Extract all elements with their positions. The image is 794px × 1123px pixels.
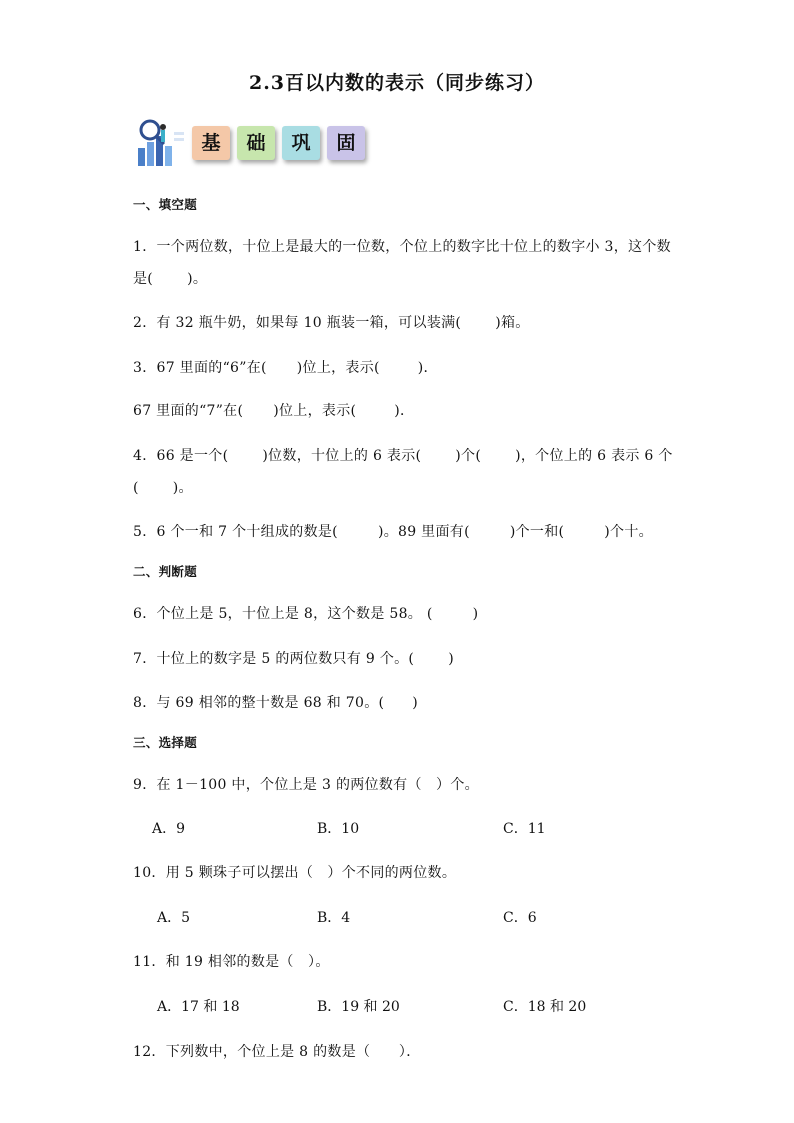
question-1-line-1: 1．一个两位数，十位上是最大的一位数，个位上的数字比十位上的数字小 3，这个数	[133, 239, 671, 255]
q2-text-b: )箱。	[495, 315, 530, 331]
q7-text-b: )	[448, 651, 454, 667]
q10-option-c[interactable]: C．6	[503, 910, 537, 926]
section-judge-heading: 二、判断题	[133, 564, 198, 579]
q3b-text-a: 67 里面的“7”在(	[133, 403, 244, 419]
q7-text-a: 7．十位上的数字是 5 的两位数只有 9 个。(	[133, 651, 415, 667]
question-2	[133, 312, 530, 332]
q5-text-d: )个十。	[604, 524, 653, 540]
question-1-line-2	[133, 268, 207, 288]
q10-option-b[interactable]: B．4	[317, 910, 351, 926]
q5-text-c: )个一和(	[509, 524, 565, 540]
question-5	[133, 521, 653, 541]
question-7	[133, 648, 454, 668]
section-fill-heading: 一、填空题	[133, 197, 198, 212]
q6-text-b: )	[472, 606, 479, 622]
question-9: 9．在 1－100 中，个位上是 3 的两位数有（ ）个。	[133, 777, 479, 793]
banner-tile-gu: 固	[327, 126, 365, 160]
q9-option-c[interactable]: C．11	[503, 821, 546, 837]
question-4-line-2	[133, 477, 193, 497]
q8-text-a: 8．与 69 相邻的整十数是 68 和 70。(	[133, 695, 385, 711]
question-6	[133, 603, 478, 623]
banner-tile-gong: 巩	[282, 126, 320, 160]
q9-option-a[interactable]: A．9	[152, 821, 186, 837]
q3b-text-b: )位上，表示(	[273, 403, 357, 419]
q11-option-c[interactable]: C．18 和 20	[503, 999, 587, 1015]
question-10: 10．用 5 颗珠子可以摆出（ ）个不同的两位数。	[133, 865, 457, 881]
q11-option-a[interactable]: A．17 和 18	[157, 999, 240, 1015]
question-3-part-2	[133, 400, 414, 420]
q10-option-a[interactable]: A．5	[157, 910, 191, 926]
q5-text-a: 5．6 个一和 7 个十组成的数是(	[133, 524, 338, 540]
q5-text-b: )。89 里面有(	[377, 524, 470, 540]
q8-text-b: )	[412, 695, 419, 711]
q4-text-a: 4．66 是一个(	[133, 448, 229, 464]
question-11: 11．和 19 相邻的数是（ ）。	[133, 954, 330, 970]
q6-text-a: 6．个位上是 5，十位上是 8，这个数是 58。 (	[133, 606, 433, 622]
q3b-text-c: )．	[394, 403, 415, 419]
q9-option-b[interactable]: B．10	[317, 821, 360, 837]
q4-text-c: )个(	[455, 448, 482, 464]
section-banner	[130, 118, 390, 168]
q4-text-d: )，个位上的 6 表示 6 个	[515, 448, 673, 464]
question-8	[133, 692, 418, 712]
q3-text-a: 3．67 里面的“6”在(	[133, 360, 267, 376]
q1-text-c: )。	[187, 271, 208, 287]
q4-text-e: (	[133, 480, 139, 496]
q1-text-b: 是(	[133, 271, 154, 287]
page-title: 2.3百以内数的表示（同步练习）	[248, 72, 546, 94]
q11-option-b[interactable]: B．19 和 20	[317, 999, 400, 1015]
question-12: 12．下列数中，个位上是 8 的数是（ ）．	[133, 1044, 421, 1060]
magnifier-chart-icon	[130, 118, 188, 168]
q3-text-c: )．	[417, 360, 438, 376]
banner-tile-chu: 础	[237, 126, 275, 160]
q2-text-a: 2．有 32 瓶牛奶，如果每 10 瓶装一箱，可以装满(	[133, 315, 462, 331]
section-choice-heading: 三、选择题	[133, 735, 198, 750]
question-4-line-1	[133, 445, 673, 465]
q3-text-b: )位上，表示(	[296, 360, 380, 376]
banner-tile-ji: 基	[192, 126, 230, 160]
q4-text-b: )位数，十位上的 6 表示(	[262, 448, 422, 464]
question-3	[133, 357, 438, 377]
q4-text-f: )。	[172, 480, 193, 496]
